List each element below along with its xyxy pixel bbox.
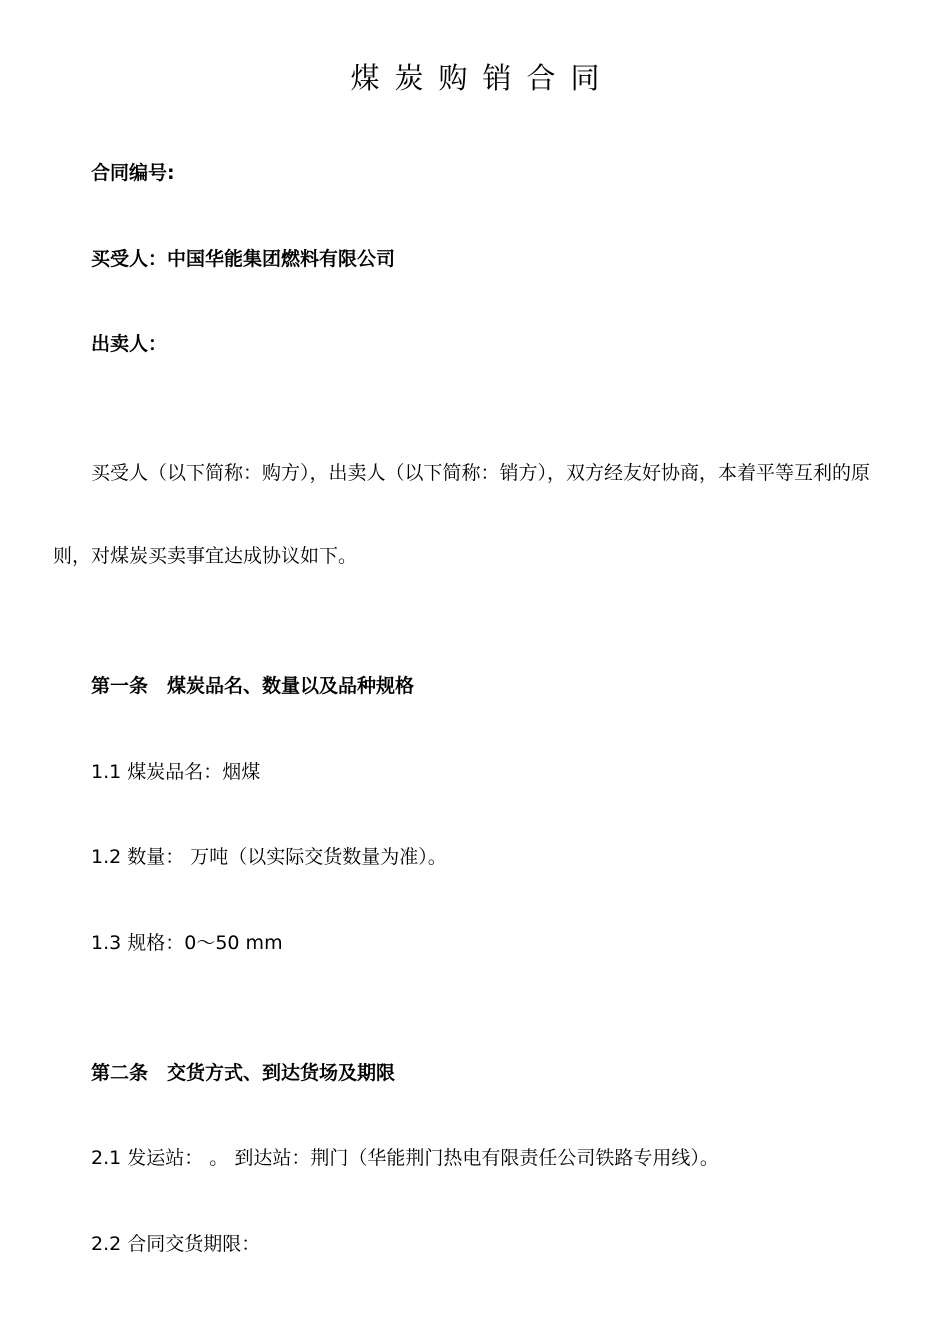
article2-heading: 第二条 交货方式、到达货场及期限 [91, 1062, 396, 1084]
seller-line: 出卖人： [91, 333, 168, 355]
article2-item-2: 2.2 合同交货期限： [91, 1233, 261, 1255]
article1-item-3: 1.3 规格：0～50 mm [91, 932, 283, 954]
contract-number-label: 合同编号: [91, 162, 175, 184]
intro-paragraph-line2: 则，对煤炭买卖事宜达成协议如下。 [53, 545, 358, 567]
article1-item-2: 1.2 数量： 万吨（以实际交货数量为准）。 [91, 846, 447, 868]
intro-paragraph-line1: 买受人（以下简称：购方），出卖人（以下简称：销方），双方经友好协商，本着平等互利的原 [91, 462, 871, 484]
article2-item-1: 2.1 发运站： 。 到达站：荆门（华能荆门热电有限责任公司铁路专用线）。 [91, 1147, 719, 1169]
article1-heading: 第一条 煤炭品名、数量以及品种规格 [91, 675, 415, 697]
article1-item-1: 1.1 煤炭品名：烟煤 [91, 761, 261, 783]
buyer-line: 买受人：中国华能集团燃料有限公司 [91, 248, 396, 270]
document-title: 煤炭购销合同 [350, 61, 615, 95]
